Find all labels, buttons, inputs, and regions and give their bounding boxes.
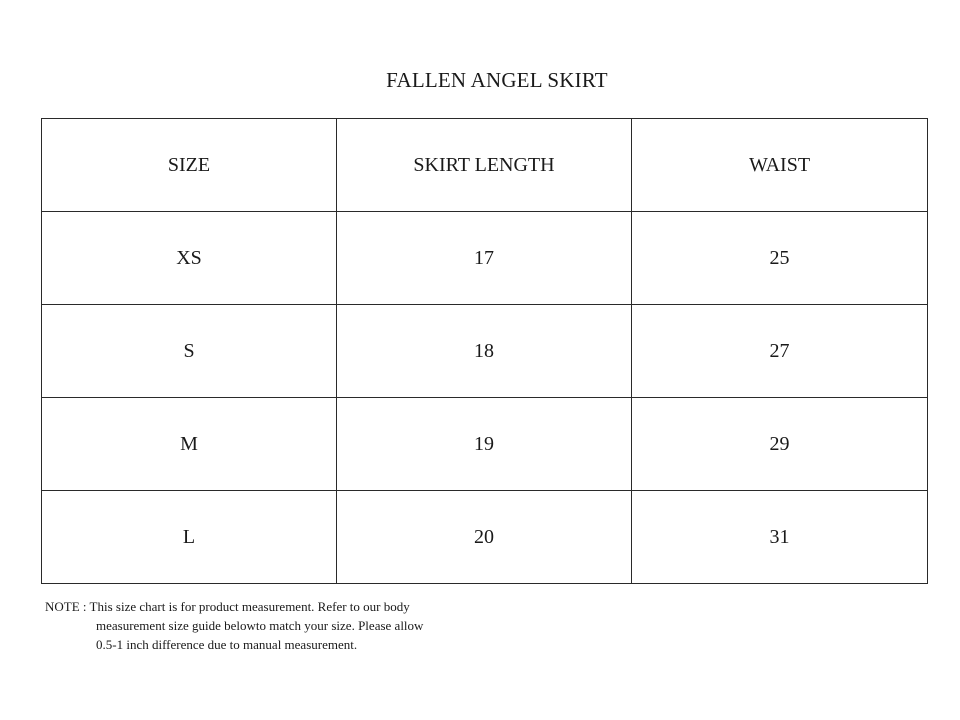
table-row <box>42 398 928 491</box>
cell-size: M <box>42 398 337 491</box>
cell-waist: 29 <box>632 398 928 491</box>
size-chart-table <box>41 118 928 584</box>
note-line-3: 0.5-1 inch difference due to manual measurement. <box>96 637 358 652</box>
measurement-note <box>45 597 485 654</box>
cell-waist: 25 <box>632 212 928 305</box>
cell-waist: 27 <box>632 305 928 398</box>
cell-size: L <box>42 491 337 584</box>
cell-skirt-length: 19 <box>337 398 632 491</box>
table-row <box>42 305 928 398</box>
cell-skirt-length: 18 <box>337 305 632 398</box>
cell-size: XS <box>42 212 337 305</box>
header-waist: WAIST <box>632 119 928 212</box>
table-row <box>42 212 928 305</box>
cell-waist: 31 <box>632 491 928 584</box>
table-row <box>42 491 928 584</box>
chart-title: FALLEN ANGEL SKIRT <box>386 68 608 92</box>
note-line-2: measurement size guide belowto match your size. Please allow <box>96 618 424 633</box>
cell-skirt-length: 17 <box>337 212 632 305</box>
header-size: SIZE <box>42 119 337 212</box>
header-skirt-length: SKIRT LENGTH <box>337 119 632 212</box>
table-header-row <box>42 119 928 212</box>
cell-size: S <box>42 305 337 398</box>
cell-skirt-length: 20 <box>337 491 632 584</box>
note-line-1: NOTE : This size chart is for product measurement. Refer to our body <box>45 599 410 614</box>
